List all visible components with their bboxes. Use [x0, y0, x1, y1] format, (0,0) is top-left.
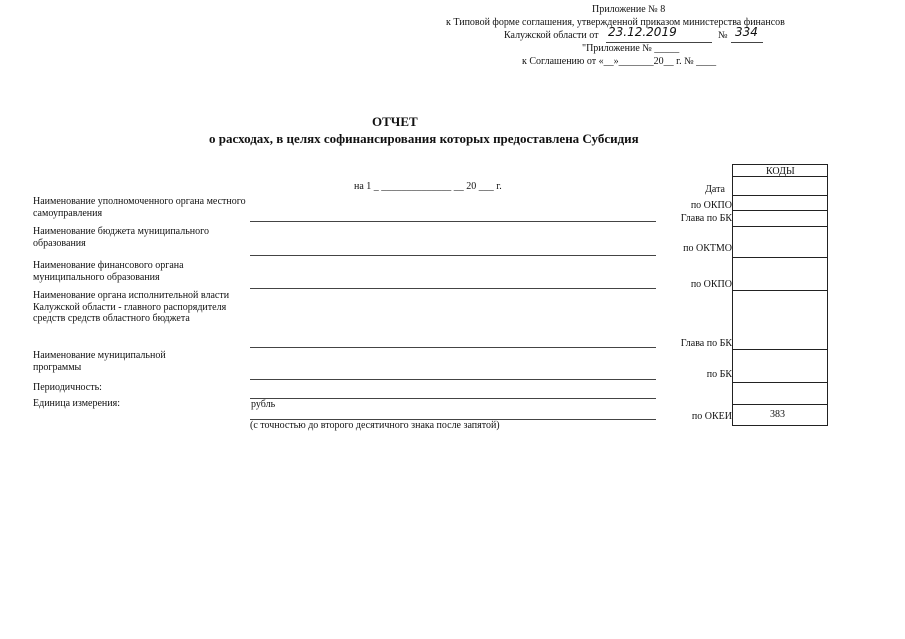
field-periodicity-line[interactable]	[250, 398, 656, 399]
report-subtitle: о расходах, в целях софинансирования которых предоставлена Субсидия	[209, 131, 639, 146]
label-oktmo: по ОКТМО	[683, 243, 732, 254]
field-authorized-body-line[interactable]	[250, 221, 656, 222]
codes-header: КОДЫ	[766, 166, 795, 177]
unit-value: рубль	[251, 399, 276, 410]
header-handwritten-number: 334	[735, 25, 758, 39]
field-program-line[interactable]	[250, 379, 656, 380]
label-glava-bk-2: Глава по БК	[680, 338, 732, 349]
label-okpo-1: по ОКПО	[690, 200, 732, 211]
unit-precision-note: (с точностью до второго десятичного знака после запятой)	[250, 420, 500, 431]
report-date-line: на 1 _ ______________ __ 20 ___ г.	[354, 181, 502, 192]
label-okei: по ОКЕИ	[691, 411, 732, 422]
header-appendix-template: "Приложение № _____	[582, 43, 680, 54]
field-finance-body-line[interactable]	[250, 288, 656, 289]
header-appendix-number: Приложение № 8	[592, 4, 666, 15]
header-agreement-line: к Соглашению от «__»_______20__ г. № ____	[522, 56, 717, 67]
field-executive-body-label: Наименование органа исполнительной власти Калужской области - главного распорядителя средств средств областного бюджета	[33, 290, 230, 324]
header-handwritten-date: 23.12.2019	[608, 25, 677, 39]
report-title: ОТЧЕТ	[372, 114, 418, 129]
label-okpo-2: по ОКПО	[690, 279, 732, 290]
codes-table	[732, 164, 828, 426]
header-approval-line: к Типовой форме соглашения, утвержденной приказом министерства финансов	[446, 17, 785, 28]
label-date: Дата	[705, 184, 725, 195]
label-bk: по БК	[706, 369, 732, 380]
field-budget-line[interactable]	[250, 255, 656, 256]
label-glava-bk-1: Глава по БК	[680, 213, 732, 224]
header-number-label: №	[718, 30, 728, 41]
field-finance-body-label: Наименование финансового органа муниципального образования	[33, 260, 184, 283]
okei-code-value: 383	[770, 409, 785, 420]
field-unit-label: Единица измерения:	[33, 398, 120, 409]
field-program-label: Наименование муниципальной программы	[33, 350, 166, 373]
field-executive-body-line[interactable]	[250, 347, 656, 348]
field-periodicity-label: Периодичность:	[33, 382, 102, 393]
header-region-line: Калужской области от	[504, 30, 599, 41]
field-budget-label: Наименование бюджета муниципального образования	[33, 226, 209, 249]
field-authorized-body-label: Наименование уполномоченного органа местного самоуправления	[33, 196, 246, 219]
